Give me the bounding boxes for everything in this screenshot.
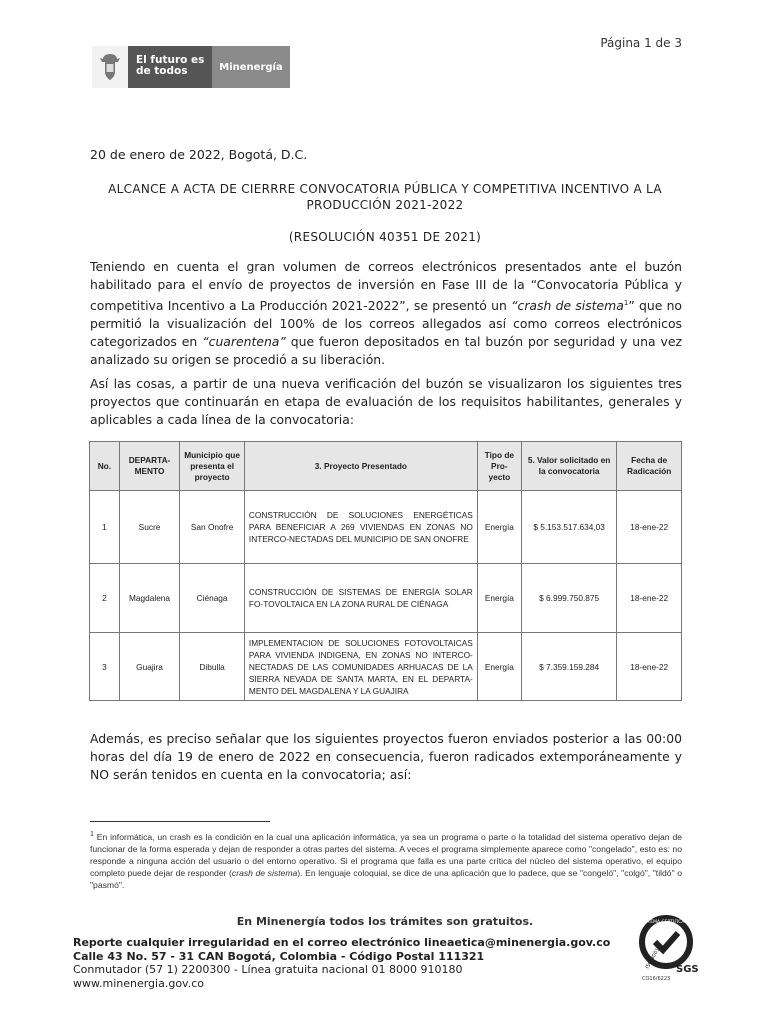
title-line-1: ALCANCE A ACTA DE CIERRRE CONVOCATORIA PÚBLICA Y COMPETITIVA INCENTIVO A LA [108,182,662,196]
row-project: CONSTRUCCIÓN DE SOLUCIONES ENERGÉTICAS PARA BENEFICIAR A 269 VIVIENDAS EN ZONAS NO INTERCO-NECTADAS DEL MUNICIPIO DE SAN ONOFRE [244,491,477,564]
row-project: CONSTRUCCIÓN DE SISTEMAS DE ENERGÍA SOLAR FO-TOVOLTAICA EN LA ZONA RURAL DE CIÉNAGA [244,564,477,633]
row-project: IMPLEMENTACION DE SOLUCIONES FOTOVOLTAICAS PARA VIVIENDA INDIGENA, EN ZONAS NO INTERCO-NECTADAS DE LAS COMUNIDADES ARHUACAS DE LA SIERRA NEVADA DE SANTA MARTA, EN EL DEPARTA-MENTO DEL MAGDALENA Y LA GUAJIRA [244,633,477,701]
free-procedures-notice: En Minenergía todos los trámites son gratuitos. [236,915,534,928]
projects-table [89,441,682,701]
document-title [90,181,680,213]
row-type: Energía [477,564,521,633]
seal-sgs-text: SGS [676,964,699,975]
row-department: Guajira [119,633,180,701]
logo-slogan: El futuro es de todos [128,46,212,88]
sgs-certification-seal [636,914,702,982]
col-value: 5. Valor solicitado en la convocatoria [521,442,616,491]
table-header-row [90,442,682,491]
ministry-logo [92,46,290,88]
paragraph-text: ” que no permitió la visualización del 100% de los correos allegados así como correos electrónicos categorizados en [90,298,683,350]
document-date: 20 de enero de 2022, Bogotá, D.C. [90,147,308,162]
verification-paragraph: Así las cosas, a partir de una nueva verificación del buzón se visualizaron los siguientes tres proyectos que continuarán en etapa de evaluación de los requisitos habilitantes, generales y aplicables a cada línea de la convocatoria: [90,376,682,427]
col-type: Tipo de Pro-yecto [477,442,521,491]
row-no: 1 [90,491,120,564]
row-value: $ 7.359.159.284 [521,633,616,701]
footnote [90,829,682,891]
row-department: Magdalena [119,564,180,633]
table-row [90,564,682,633]
footnote-text: ). En lenguaje coloquial, se dice de una aplicación que lo padece, que se "congeló", "colgó", "tildó" o "pasmó". [90,867,682,890]
page-number: Página 1 de 3 [600,36,682,50]
paragraph-text: que fueron depositados en tal buzón por seguridad y una vez analizado su origen se procedió a su liberación. [90,334,682,368]
col-no: No. [90,442,120,491]
row-date: 18-ene-22 [617,564,682,633]
resolution-reference: (RESOLUCIÓN 40351 DE 2021) [288,230,482,244]
footnote-text: En informática, un crash es la condición en la cual una aplicación informática, ya sea un programa o parte o la totalidad del sistema operativo dejan de funcionar de la forma esperada y dejan de responder a otras partes del sistema. A veces el programa simplemente aparece como "congelado", esto es: no responde a ninguna acción del usuario o del entorno operativo. Si el programa que falla es una parte crítica del núcleo del sistema operativo, el equipo completo puede dejar de responder ( [90,831,682,878]
coat-of-arms-icon [92,46,128,88]
col-municipality: Municipio que presenta el proyecto [180,442,245,491]
row-no: 3 [90,633,120,701]
row-date: 18-ene-22 [617,633,682,701]
col-project: 3. Proyecto Presentado [244,442,477,491]
title-line-2: PRODUCCIÓN 2021-2022 [306,198,464,212]
seal-iso-text: ISO 9001 [644,947,662,970]
row-value: $ 5.153.517.634,03 [521,491,616,564]
logo-ministry-name: Minenergía [212,46,290,88]
row-type: Energía [477,633,521,701]
row-municipality: Ciénaga [180,564,245,633]
seal-ring-text: SISTEMA CERTIFICADO [640,920,692,925]
contact-block [73,936,610,990]
row-value: $ 6.999.750.875 [521,564,616,633]
footnote-number: 1 [90,831,94,838]
row-municipality: San Onofre [180,491,245,564]
row-department: Sucre [119,491,180,564]
paragraph-text: Teniendo en cuenta el gran volumen de correos electrónicos presentados ante el buzón habilitado para el envío de proyectos de inversión en Fase III de la “Convocatoria Pública y competitiva Incentivo a La Producción 2021-2022”, se presentó un [90,259,682,314]
crash-term: “crash de sistema [511,298,624,314]
quarantine-term: “cuarentena” [202,334,286,350]
footnote-marker: 1 [623,299,629,307]
table-row [90,633,682,701]
row-type: Energía [477,491,521,564]
table-row [90,491,682,564]
col-department: DEPARTA-MENTO [119,442,180,491]
footnote-divider [90,821,270,822]
late-projects-paragraph: Además, es preciso señalar que los siguientes proyectos fueron enviados posterior a las 00:00 horas del día 19 de enero de 2022 en consecuencia, fueron radicados extemporáneamente y NO serán tenidos en cuenta en la convocatoria; así: [90,731,682,782]
row-municipality: Dibulla [180,633,245,701]
intro-paragraph [90,258,682,369]
phone-line: Conmutador (57 1) 2200300 - Línea gratuita nacional 01 8000 910180 [73,963,463,976]
sgs-seal-icon [636,914,702,982]
row-date: 18-ene-22 [617,491,682,564]
row-no: 2 [90,564,120,633]
address-line: Calle 43 No. 57 - 31 CAN Bogotá, Colombia - Código Postal 111321 [73,949,485,963]
web-line: www.minenergia.gov.co [73,976,204,990]
seal-code-text: CO16/6223 [642,976,671,982]
col-date: Fecha de Radicación [617,442,682,491]
footnote-italic: crash de sistema [231,867,298,878]
report-line: Reporte cualquier irregularidad en el correo electrónico lineaetica@minenergia.gov.co [73,936,611,949]
